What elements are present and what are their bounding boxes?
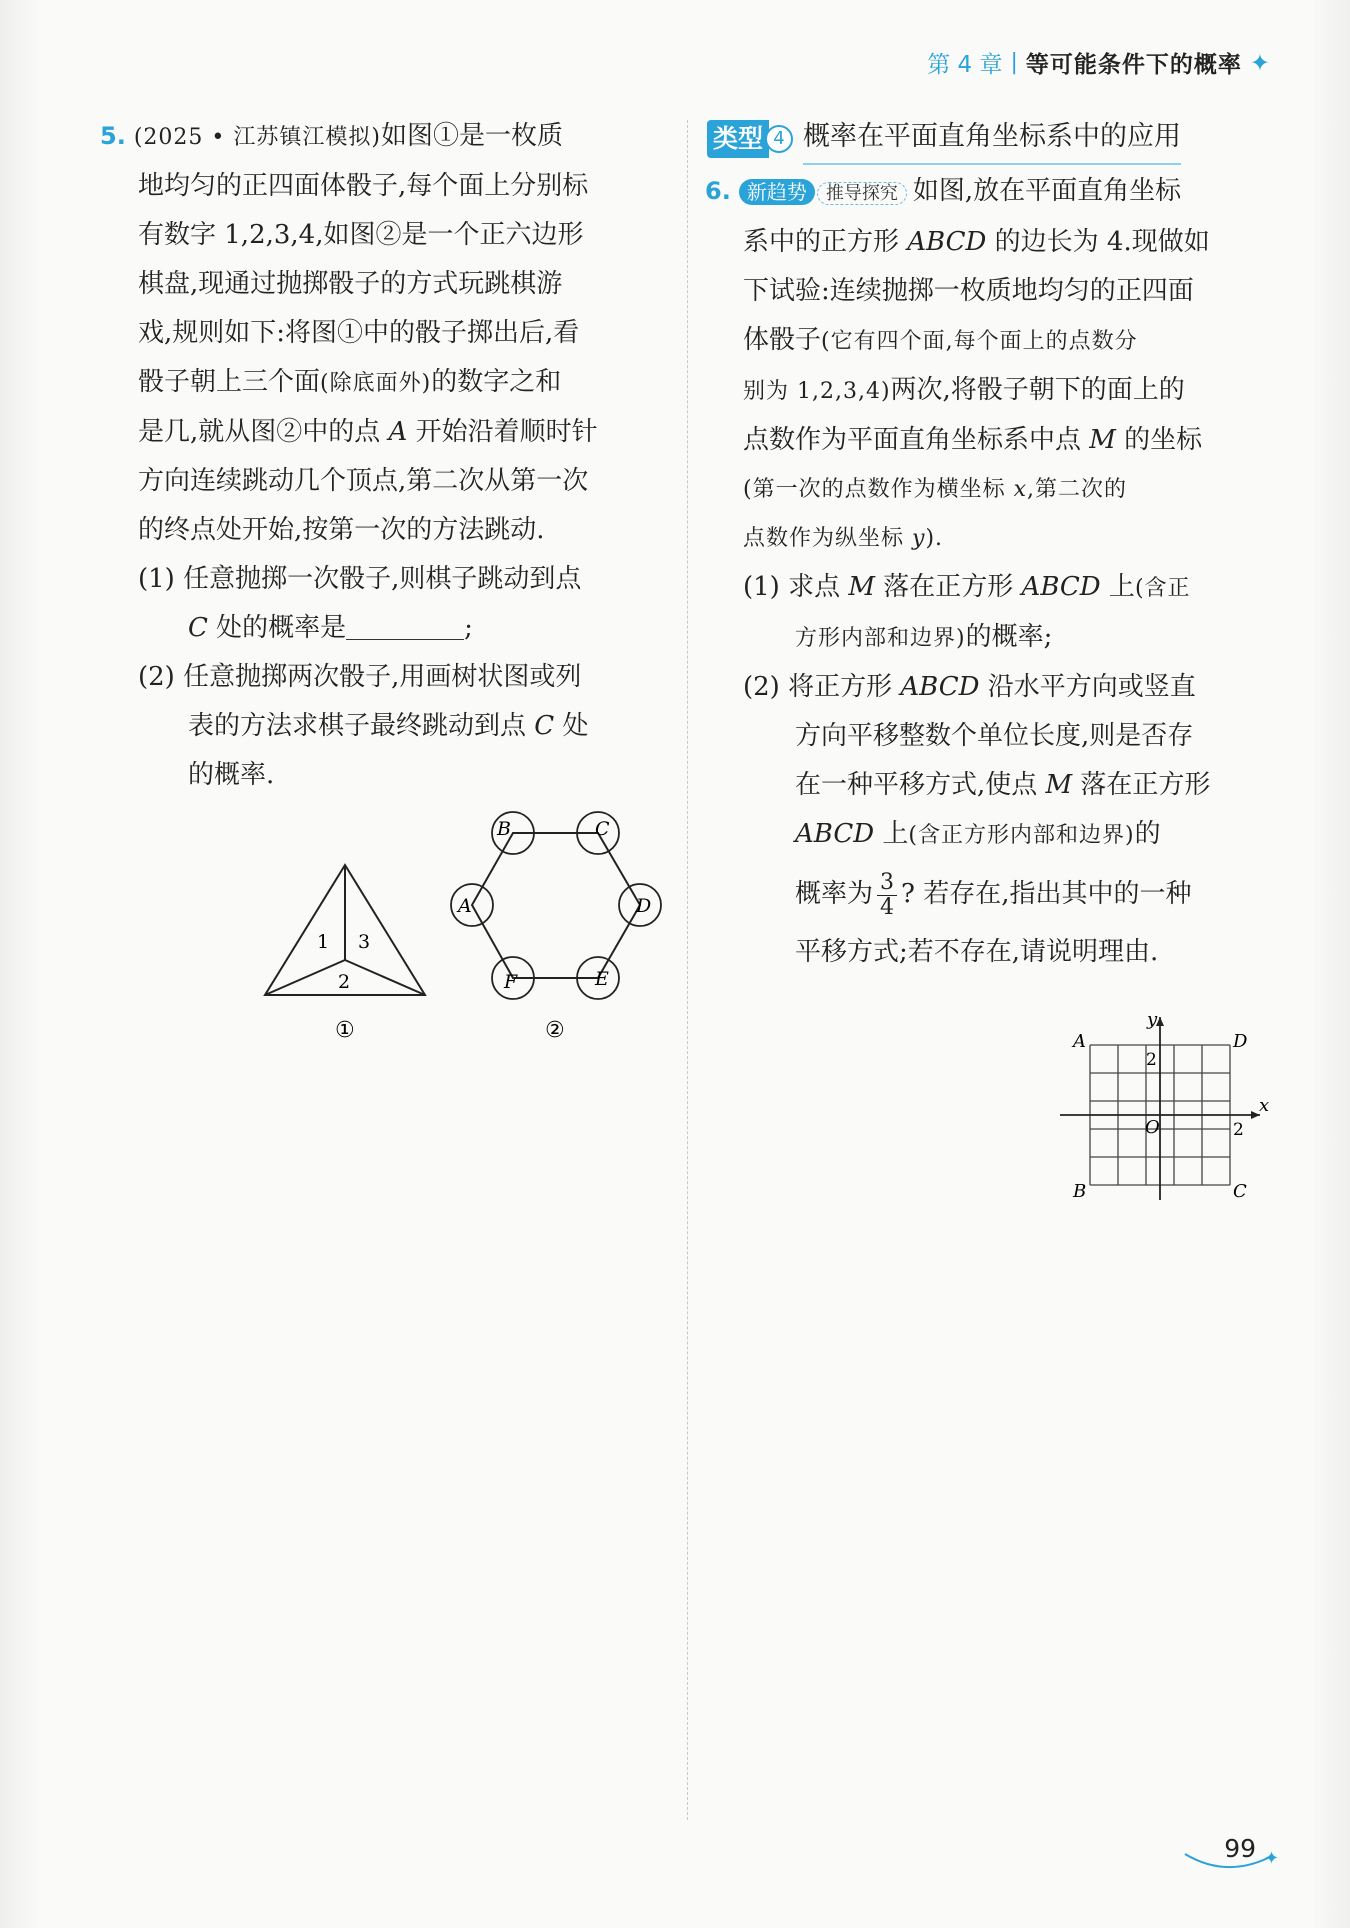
tetrahedron-die-figure: [255, 815, 435, 1045]
q5-part2: (2) 任意抛掷两次骰子,用画树状图或列: [138, 662, 582, 692]
chapter-title: 等可能条件下的概率: [1025, 52, 1242, 78]
die-face-label: 2: [338, 971, 351, 993]
question-number: 6.: [705, 177, 731, 205]
question-6: 6. 新趋势 推导探究 如图,放在平面直角坐标 系中的正方形 ABCD 的边长为 4.现做如 下试验:连续抛掷一枚质地均匀的正四面 体骰子(它有四个面,每个面上的点数分 别为 1,2,3,4)两次,将骰子朝下的面上的 点数作为平面直角坐标系中点 M 的坐标 (第一次的点数作为横坐标 x,第二次的 点数作为纵坐标 y). (1) 求点 M 落在正方形 ABCD 上(含正 方形内部和边界)的概率; (2) 将正方形 ABCD 沿水平方向或竖直 方向平移整数个单位长度,则是否存 在一种平移方式,使点 M 落在正方形 ABCD 上(含正方形内部和边界)的 概率为 $\frac{3}{4}$ ? 若存在,指出其中的一种 平移方式;若不存在,请说明理由.: [705, 167, 1275, 977]
q6-part1: (1) 求点 M 落在正方形 ABCD 上(含正: [743, 572, 1191, 602]
axis-label-x: x: [1259, 1095, 1270, 1116]
vertex-label: E: [595, 968, 609, 990]
die-face-label: 1: [317, 931, 330, 953]
figure-caption: ②: [545, 1018, 565, 1043]
figure-caption: ①: [335, 1018, 355, 1043]
hexagon-board-figure: [445, 805, 675, 1045]
right-column: [705, 112, 1275, 977]
coordinate-grid-figure: [1055, 1005, 1275, 1205]
question-source: (2025 • 江苏镇江模拟): [133, 125, 381, 150]
sparkle-icon: ✦: [1249, 48, 1270, 77]
fraction: $\frac{3}{4}$: [877, 871, 897, 920]
vertex-label-C: C: [1233, 1181, 1247, 1202]
vertex-label: A: [458, 895, 472, 917]
q6-part2: (2) 将正方形 ABCD 沿水平方向或竖直: [743, 672, 1196, 702]
answer-blank[interactable]: [346, 613, 464, 640]
vertex-label-A: A: [1073, 1031, 1086, 1052]
vertex-label: B: [497, 818, 511, 840]
type-4-banner: [707, 112, 1275, 165]
type-title: 概率在平面直角坐标系中的应用: [803, 112, 1181, 165]
chapter-label: 第 4 章: [927, 52, 1003, 78]
trend-tag: 新趋势: [739, 179, 815, 205]
vertex-label-D: D: [1233, 1031, 1248, 1052]
q5-part1: (1) 任意抛掷一次骰子,则棋子跳动到点: [138, 564, 582, 594]
page-number-ornament: [1180, 1836, 1280, 1876]
tick-label-x: 2: [1233, 1120, 1244, 1140]
vertex-label: C: [595, 818, 610, 840]
tick-label-y: 2: [1146, 1050, 1157, 1070]
explore-tag: 推导探究: [817, 182, 907, 205]
die-face-label: 3: [358, 931, 371, 953]
header-separator: |: [1010, 50, 1018, 75]
page-number: 99: [1224, 1834, 1256, 1863]
type-number: 4: [765, 125, 793, 153]
question-5: 5. (2025 • 江苏镇江模拟)如图①是一枚质 地均匀的正四面体骰子,每个面上分别标 有数字 1,2,3,4,如图②是一个正六边形 棋盘,现通过抛掷骰子的方式玩跳棋游 戏,规则如下:将图①中的骰子掷出后,看 骰子朝上三个面(除底面外)的数字之和 是几,就从图②中的点 A 开始沿着顺时针 方向连续跳动几个顶点,第二次从第一次 的终点处开始,按第一次的方法跳动. (1) 任意抛掷一次骰子,则棋子跳动到点 C 处的概率是 ; (2) 任意抛掷两次骰子,用画树状图或列 表的方法求棋子最终跳动到点 C 处 的概率.: [100, 112, 665, 800]
page-header: [927, 46, 1270, 79]
vertex-label: D: [636, 895, 652, 917]
vertex-label-B: B: [1073, 1181, 1087, 1202]
vertex-label: F: [504, 971, 518, 993]
column-divider: [687, 120, 688, 1820]
axis-label-y: y: [1147, 1009, 1158, 1030]
origin-label: O: [1145, 1117, 1160, 1138]
type-badge: 类型: [707, 120, 769, 158]
sparkle-icon: ✦: [1264, 1848, 1280, 1869]
question-number: 5.: [100, 122, 126, 150]
